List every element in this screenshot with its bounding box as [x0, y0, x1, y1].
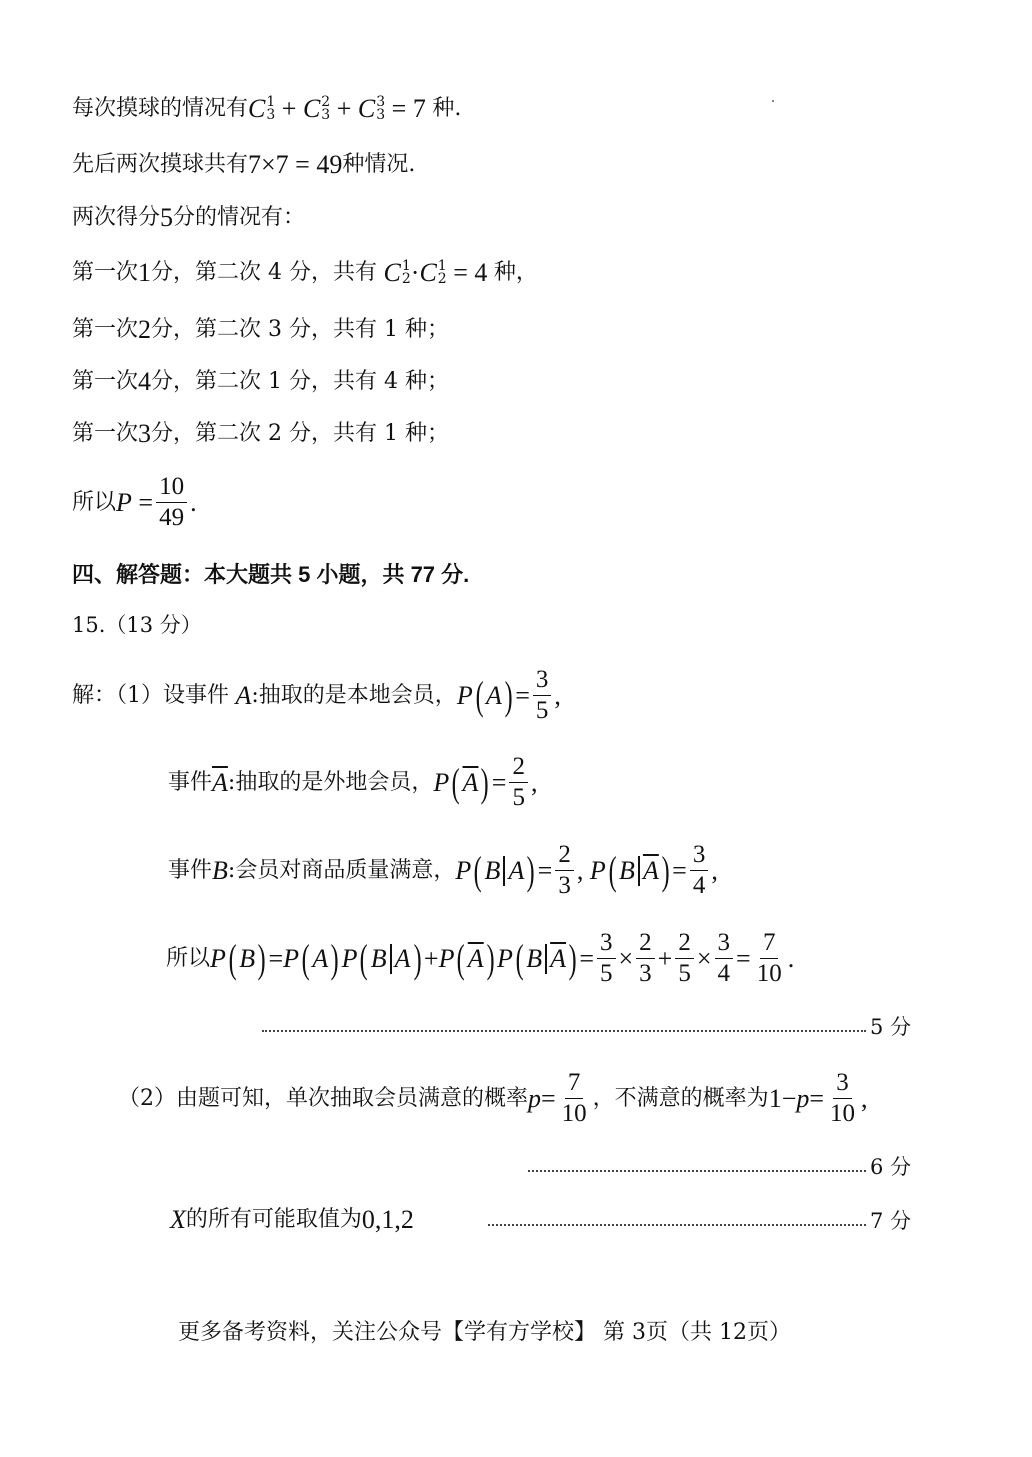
total-probability-line: 所以 P ( B ) = P ( A ) P ( B A ) + P ( $\overline{A}$ ) P ( B $\overline{A}$ ) = $\frac{3}{5}$ × $\frac{2}{3}$ + $\frac{2}{5}$ × $\frac{3}{4}$ = $\frac{7}{10}$ .: [166, 929, 795, 987]
score-leader: [488, 1224, 866, 1226]
event-abar-line: 事件 $\overline{A}$ :抽取的是外地会员， P ( $\overline{A}$ ) = $\frac{2}{5}$ ,: [168, 753, 538, 811]
score-leader: [528, 1170, 866, 1172]
case-4: 第一次 3 分，第二次 2 分，共有 1 种；: [72, 419, 449, 448]
score-7: 7 分: [870, 1209, 912, 1233]
case-1: 第一次 1 分，第二次 4 分，共有 C 1 2 · C 1 2 = 4 种，: [72, 258, 538, 287]
speck: [772, 100, 774, 102]
case-3: 第一次 4 分，第二次 1 分，共有 4 种；: [72, 367, 449, 396]
score-6: 6 分: [870, 1155, 912, 1179]
part2-line: （2）由题可知，单次抽取会员满意的概率 p = $\frac{7}{10}$ ，不满意的概率为 1− p = $\frac{3}{10}$ ,: [118, 1069, 868, 1127]
line-two-draws: 先后两次摸球共有 7×7 = 49 种情况.: [72, 150, 416, 179]
x-values-line: X 的所有可能取值为 0,1,2: [170, 1205, 414, 1234]
section-heading: 四、解答题：本大题共 5 小题，共 77 分.: [72, 562, 470, 587]
case-2: 第一次 2 分，第二次 3 分，共有 1 种；: [72, 315, 449, 344]
line-score-five: 两次得分 5 分的情况有：: [72, 203, 306, 232]
score-leader: [262, 1030, 866, 1032]
probability-result: 所以 P = $\frac{10}{49}$ .: [72, 473, 197, 531]
page-footer: 更多备考资料，关注公众号【学有方学校】 第 3页（共 12页）: [178, 1320, 791, 1345]
event-a-line: 解：（1）设事件 A :抽取的是本地会员， P ( A ) = $\frac{3}{5}$ ,: [72, 666, 561, 724]
score-5: 5 分: [870, 1015, 912, 1039]
question-label: 15.（13 分）: [72, 613, 202, 637]
event-b-line: 事件 B :会员对商品质量满意， P ( B A ) = $\frac{2}{3}$ , P ( B $\overline{A}$ ) = $\frac{3}{4}$ ,: [168, 841, 718, 899]
line-total-outcomes: 每次摸球的情况有 C 1 3 + C 2 3 + C 3 3 = 7 种.: [72, 94, 462, 123]
